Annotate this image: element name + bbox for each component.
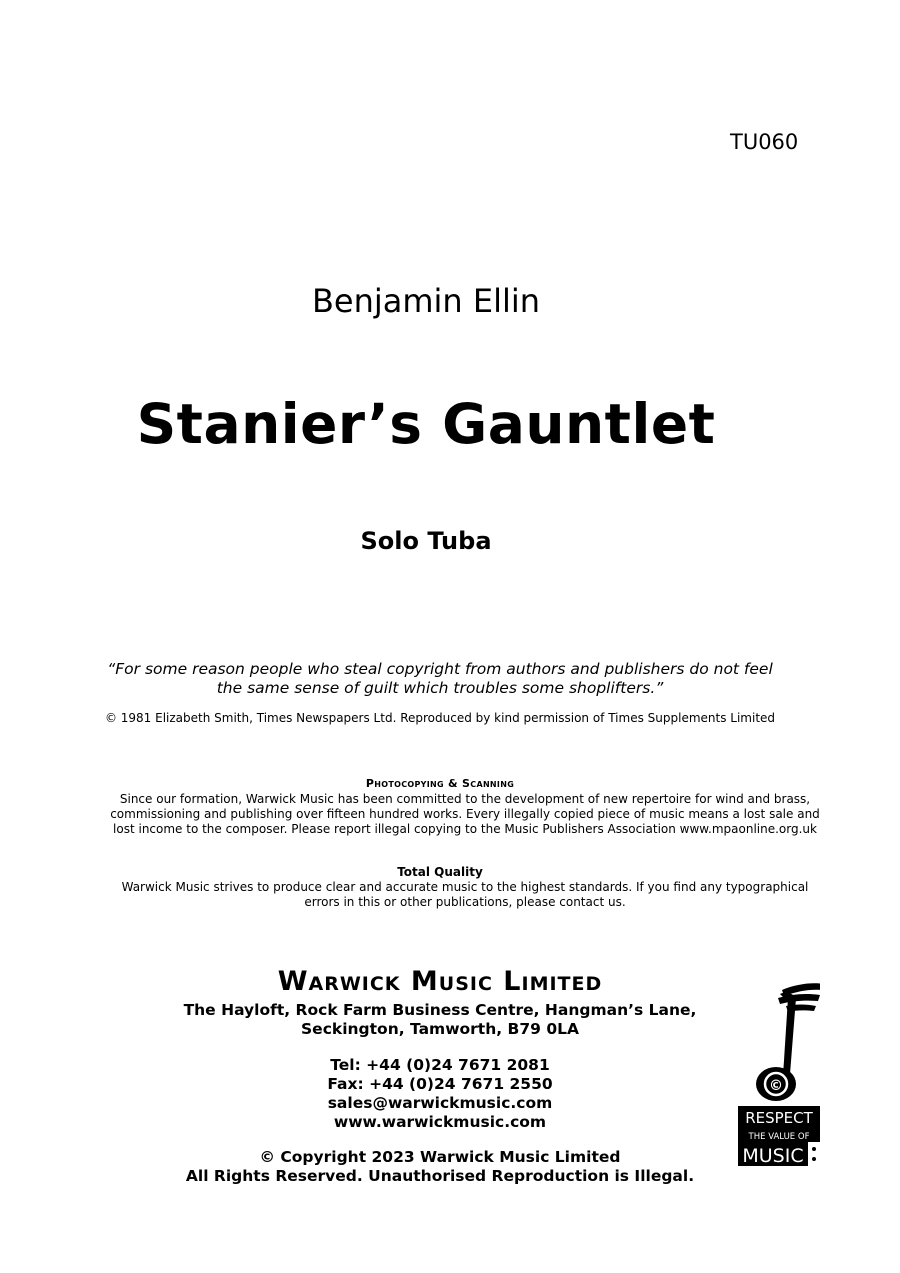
telephone: Tel: +44 (0)24 7671 2081: [330, 1056, 550, 1074]
fax: Fax: +44 (0)24 7671 2550: [327, 1075, 553, 1093]
total-quality-line: errors in this or other publications, please contact us.: [304, 895, 626, 909]
photocopying-line: Since our formation, Warwick Music has been committed to the development of new repertoire for wind and brass,: [119, 792, 811, 806]
respect-the-value-of-music-logo: [738, 982, 820, 1168]
total-quality-line: Warwick Music strives to produce clear and accurate music to the highest standards. If you find any typographical: [121, 880, 809, 894]
quote-line: “For some reason people who steal copyright from authors and publishers do not feel: [107, 660, 773, 678]
photocopying-text: [100, 792, 830, 837]
photocopying-line: commissioning and publishing over fifteen hundred works. Every illegally copied piece of music means a lost sale and: [110, 807, 820, 821]
logo-value-text: THE VALUE OF: [748, 1132, 810, 1142]
logo-music-text: MUSIC: [742, 1145, 804, 1167]
rights-line: All Rights Reserved. Unauthorised Reproduction is Illegal.: [185, 1167, 695, 1185]
publisher-name: Warwick Music Limited: [277, 966, 603, 997]
catalog-number: TU060: [730, 130, 799, 154]
copyright-quote: [0, 660, 880, 698]
instrument-label: Solo Tuba: [360, 527, 492, 555]
logo-respect-text: RESPECT: [745, 1109, 813, 1127]
piece-title: Stanier’s Gauntlet: [136, 392, 716, 456]
total-quality-text: [100, 880, 830, 910]
total-quality-heading: Total Quality: [397, 865, 483, 879]
address-line: Seckington, Tamworth, B79 0LA: [301, 1020, 579, 1038]
email-link[interactable]: sales@warwickmusic.com: [327, 1094, 553, 1112]
photocopying-heading: Photocopying & Scanning: [365, 777, 515, 790]
quote-credit: © 1981 Elizabeth Smith, Times Newspapers Ltd. Reproduced by kind permission of Times Supplements Limited: [104, 711, 776, 725]
music-note-stem-icon: [783, 998, 796, 1076]
quote-line: the same sense of guilt which troubles some shoplifters.”: [216, 679, 664, 697]
composer-name: Benjamin Ellin: [311, 282, 541, 320]
address-line: The Hayloft, Rock Farm Business Centre, Hangman’s Lane,: [183, 1001, 697, 1019]
website-link[interactable]: www.warwickmusic.com: [333, 1113, 547, 1131]
photocopying-line: lost income to the composer. Please report illegal copying to the Music Publishers Association www.mpaonline.org.uk: [113, 822, 817, 836]
copyright-line: © Copyright 2023 Warwick Music Limited: [259, 1148, 621, 1166]
copyright-symbol-icon: ©: [769, 1078, 783, 1094]
